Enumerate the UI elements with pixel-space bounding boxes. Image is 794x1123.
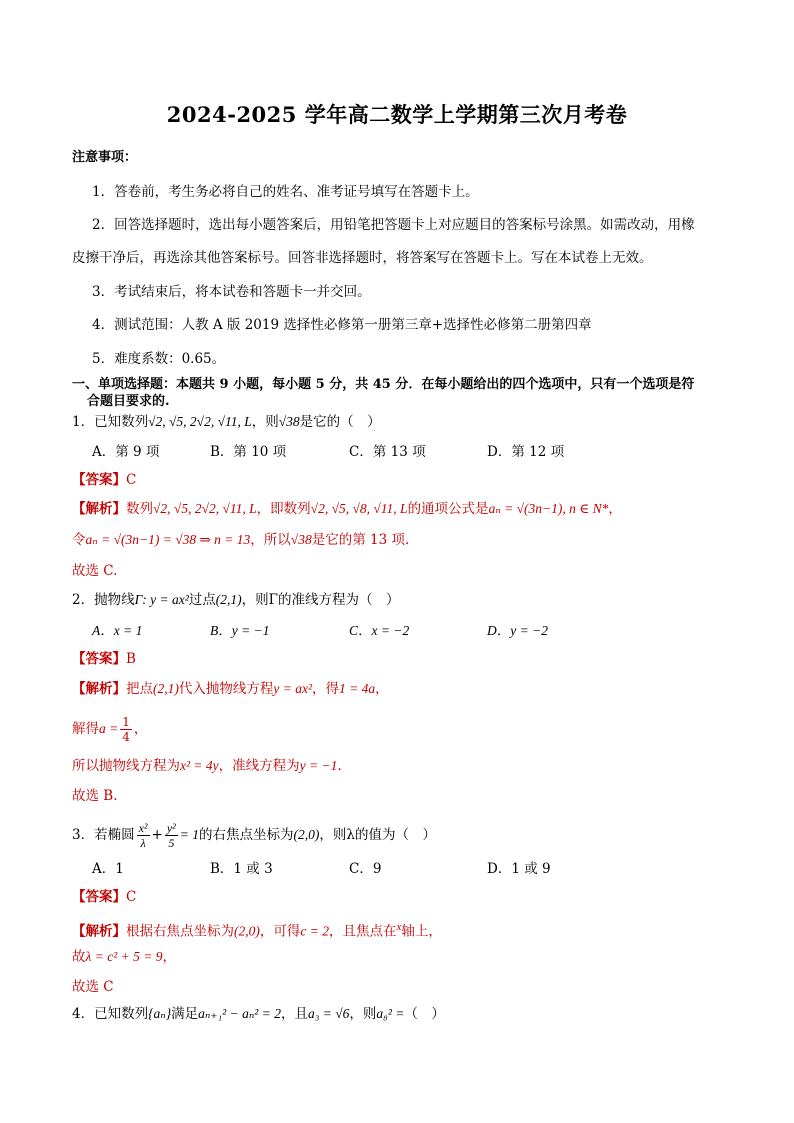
notice-item-4: 4．测试范围：人教 A 版 2019 选择性必修第一册第三章+选择性必修第二册第四章 — [92, 317, 592, 333]
q1-sequence: √2, √5, 2√2, √11, L — [148, 414, 252, 429]
q3-option-d: D．1 或 9 — [487, 861, 551, 877]
notice-item-2-cont: 皮擦干净后，再选涂其他答案标号。回答非选择题时，将答案写在答题卡上。写在本试卷上无效。 — [72, 250, 653, 266]
q3-option-b: B．1 或 3 — [210, 861, 273, 877]
exam-title: 2024-2025 学年高二数学上学期第三次月考卷 — [166, 102, 628, 127]
q1-option-c: C．第 13 项 — [349, 444, 426, 460]
q3-conclusion: 故选 C — [72, 979, 114, 995]
notice-item-3: 3．考试结束后，将本试卷和答题卡一并交回。 — [92, 284, 371, 300]
question-4: 4．已知数列{aₙ}满足aₙ₊₁² − aₙ² = 2，且a₃ = √6，则a₈² =（ ） — [72, 1006, 445, 1022]
q1-option-a: A．第 9 项 — [92, 444, 160, 460]
q1-target: √38 — [278, 414, 300, 429]
q2-analysis-line3: 所以抛物线方程为x² = 4y，准线方程为y = −1. — [72, 758, 342, 774]
question-3: 3．若椭圆 $\frac{\text{x²}}{\lambda}$ + $\frac{\text{y²}}{5}$ = 1的右焦点坐标为(2,0)，则λ的值为（ ） — [72, 821, 436, 850]
q2-answer: 【答案】B — [72, 651, 136, 667]
q1-option-b: B．第 10 项 — [210, 444, 287, 460]
q1-answer: 【答案】C — [72, 472, 137, 488]
q2-option-b: B．y = −1 — [210, 623, 270, 638]
q2-analysis-line2: 解得a = $\frac{1}{4}$ ， — [72, 715, 148, 744]
question-2: 2．抛物线Γ: y = ax²过点(2,1)，则Γ的准线方程为（ ） — [72, 592, 400, 608]
q1-analysis-line2: 令aₙ = √(3n−1) = √38 ⇒ n = 13，所以√38是它的第 13 项. — [72, 532, 410, 548]
q3-option-a: A．1 — [92, 861, 124, 877]
q2-analysis-line1: 【解析】把点(2,1)代入抛物线方程y = ax²，得1 = 4a， — [72, 681, 389, 697]
q2-option-a: A．x = 1 — [92, 623, 143, 638]
q1-option-d: D．第 12 项 — [487, 444, 565, 460]
q1-conclusion: 故选 C. — [72, 563, 118, 579]
notice-item-5: 5．难度系数：0.65。 — [92, 351, 226, 367]
q2-option-c: C．x = −2 — [349, 623, 410, 638]
notice-item-1: 1．答卷前，考生务必将自己的姓名、准考证号填写在答题卡上。 — [92, 184, 479, 200]
q3-option-c: C．9 — [349, 861, 382, 877]
q3-answer: 【答案】C — [72, 889, 137, 905]
notice-item-2: 2．回答选择题时，选出每小题答案后，用铅笔把答题卡上对应题目的答案标号涂黑。如需改动，用橡 — [92, 217, 695, 233]
section-heading-line2: 合题目要求的. — [87, 394, 170, 409]
q2-conclusion: 故选 B. — [72, 788, 118, 804]
section-heading-line1: 一、单项选择题：本题共 9 小题，每小题 5 分，共 45 分．在每小题给出的四个选项中，只有一个选项是符 — [72, 377, 695, 392]
question-1: 1．已知数列√2, √5, 2√2, √11, L，则√38是它的（ ） — [72, 414, 381, 430]
q3-analysis-line1: 【解析】根据右焦点坐标为(2,0)，可得c = 2，且焦点在$^x$轴上， — [72, 921, 442, 940]
q1-analysis-line1: 【解析】数列√2, √5, 2√2, √11, L，即数列√2, √5, √8, √11, L的通项公式是aₙ = √(3n−1), n ∈ N*， — [72, 501, 622, 517]
notice-heading: 注意事项： — [72, 150, 138, 165]
q3-analysis-line2: 故λ = c² + 5 = 9， — [72, 949, 176, 965]
q2-option-d: D．y = −2 — [487, 623, 548, 638]
